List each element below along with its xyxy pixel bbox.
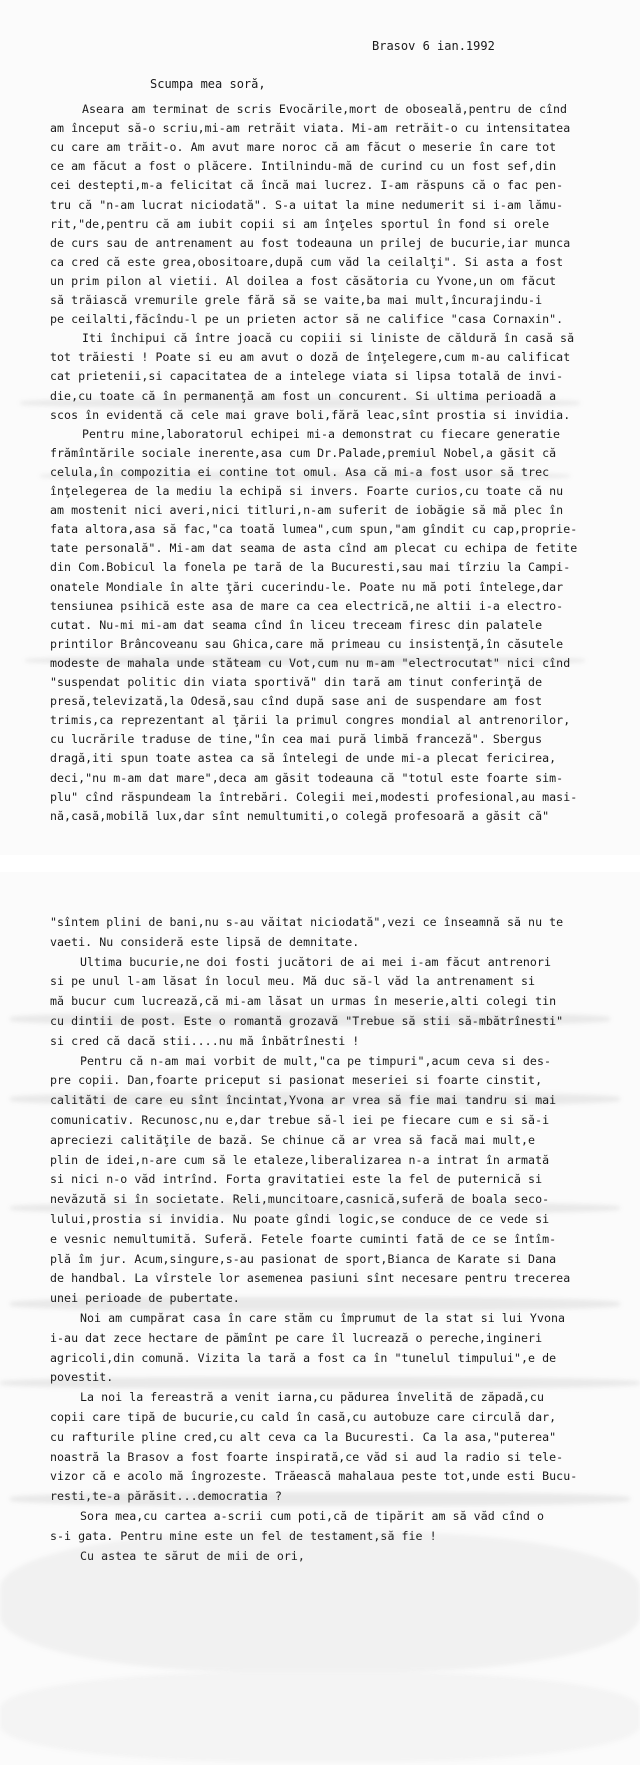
letter-line: unei perioade de pubertate. [50, 1291, 240, 1306]
letter-line: de curs sau de antrenament au fost todeauna un prilej de bucurie,iar munca [50, 235, 571, 250]
show-through-area [0, 1672, 640, 1762]
page-gap [0, 855, 640, 872]
letter-line: cei destepti,m-a felicitat că încă mai lucrez. I-am răspuns că o fac pen- [50, 178, 564, 193]
letter-line: cat prietenii,si capacitatea de a intelege viata si lipsa totală de invi- [50, 369, 564, 384]
letter-line: plă îm jur. Acum,singure,s-au pasionat de sport,Bianca de Karate si Dana [50, 1251, 557, 1266]
ink-smudge [10, 1092, 620, 1106]
letter-line: agricoli,din comună. Vizita la tară a fost ca în "tunelul timpului",e de [50, 1350, 557, 1365]
ink-smudge [0, 1377, 640, 1389]
letter-line: înţelegerea de la mediu la echipă si invers. Foarte curios,cu toate că nu [50, 484, 564, 498]
letter-date: Brasov 6 ian.1992 [372, 39, 495, 53]
letter-line: rit,"de,pentru că am iubit copii si am înţeles sportul în fond si orele [50, 216, 550, 231]
letter-line: s-i gata. Pentru mine este un fel de testament,să fie ! [50, 1528, 437, 1543]
letter-line: un prim pilon al vietii. Al doilea a fost căsătoria cu Yvone,un om făcut [50, 273, 557, 288]
letter-line: Noi am cumpărat casa în care stăm cu împrumut de la stat si lui Yvona [80, 1311, 566, 1325]
letter-line: presă,televizată,la Odesă,sau cînd după sase ani de suspendare am fost [50, 694, 543, 709]
letter-line: cutat. Nu-mi mi-am dat seama cînd în liceu treceam firesc din palatele [50, 617, 543, 632]
ink-smudge [10, 1012, 610, 1026]
letter-line: vizor că e acolo mă îngrozeste. Trăească mahalaua peste tot,unde esti Bucu- [50, 1469, 578, 1484]
letter-line: La noi la fereastră a venit iarna,cu pădurea învelită de zăpadă,cu [80, 1390, 544, 1405]
letter-line: deci,"nu m-am dat mare",deca am găsit todeauna că "totul este foarte sim- [50, 770, 564, 785]
letter-line: cu lucrările traduse de tine,"în cea mai pură limbă franceză". Sbergus [50, 732, 543, 747]
letter-salutation: Scumpa mea soră, [150, 77, 266, 91]
letter-line: ca cred că este grea,obositoare,după cum văd la ceilalţi". Si asta a fost [50, 254, 564, 269]
letter-page-1 [0, 0, 640, 855]
letter-line: Pentru mine,laboratorul echipei mi-a demonstrat cu fiecare generatie [82, 426, 561, 441]
letter-line: die,cu toate că în permanenţă am fost un concurent. Si ultima perioadă a [50, 388, 557, 403]
letter-line: Sora mea,cu cartea a-scrii cum poti,că de tipărit am să văd cînd o [80, 1509, 544, 1523]
letter-line: "suspendat politic din viata sportivă" din tară am tinut conferinţă de [50, 675, 543, 689]
letter-line: pe ceilalti,făcîndu-l pe un prieten actor să ne califice "casa Cornaxin". [50, 312, 564, 327]
letter-line: apreciezi calităţile de bază. Se chinue că ar vrea să facă mai mult,e [50, 1132, 536, 1147]
letter-line: tate personală". Mi-am dat seama de asta cînd am plecat cu echipa de fetite [50, 541, 578, 556]
letter-line: tru că "n-am lucrat niciodată". S-a uitat la mine nedumerit si i-am lămu- [50, 197, 564, 212]
letter-line: nevăzută si în societate. Reli,muncitoare,casnică,suferă de boala seco- [50, 1192, 550, 1207]
letter-line: trimis,ca reprezentant al ţării la primul congres mondial al antrenorilor, [50, 713, 571, 728]
letter-line: e vesnic nemultumită. Suferă. Fetele foarte cuminti fată de ce se întîm- [50, 1231, 557, 1246]
letter-line: cu care am trăit-o. Am avut mare noroc că am făcut o meserie în care tot [50, 140, 557, 155]
letter-line: vaeti. Nu consideră este lipsă de demnitate. [50, 934, 360, 949]
letter-line: i-au dat zece hectare de pămînt pe care îl lucrează o pereche,ingineri [50, 1330, 543, 1345]
letter-line: comunicativ. Recunosc,nu e,dar trebue să-l iei pe fiecare cum e si să-i [50, 1113, 550, 1127]
ink-smudge [10, 1492, 630, 1506]
letter-line: de handbal. La vîrstele lor asemenea pasiuni sînt necesare pentru trecerea [50, 1271, 571, 1286]
letter-line: Cu astea te sărut de mii de ori, [80, 1548, 305, 1563]
letter-line: printilor Brâncoveanu sau Ghica,care mă primeau cu insistenţă,în căsutele [50, 636, 564, 651]
letter-line: plu" cînd răspundeam la întrebări. Colegii mei,modesti profesional,au masi- [50, 789, 578, 804]
letter-line: din Com.Bobicul la fonela pe tară de la Bucuresti,sau mai tîrziu la Campi- [50, 560, 571, 575]
letter-line: calităti de care eu sînt încintat,Yvona ar vrea să fie mai tandru si mai [50, 1093, 557, 1108]
letter-line: plin de idei,n-are cum să le etaleze,liberalizarea n-a intrat în armată [50, 1152, 550, 1167]
letter-page-2 [0, 872, 640, 1765]
letter-line: "sîntem plini de bani,nu s-au văitat niciodată",vezi ce înseamnă să nu te [50, 915, 564, 929]
letter-line: si cred că dacă stii....nu mă înbătrînesti ! [50, 1033, 360, 1048]
ink-smudge [10, 1202, 620, 1214]
letter-line: tot trăiesti ! Poate si eu am avut o doză de înţelegere,cum m-au calificat [50, 350, 571, 365]
letter-line: pre copii. Dan,foarte priceput si pasionat meseriei si foarte cinstit, [50, 1073, 543, 1088]
letter-line: tensiunea psihică este asa de mare ca cea electrică,ne altii i-a electro- [50, 598, 564, 613]
letter-line: si pe unul l-am lăsat în locul meu. Mă duc să-l văd la antrenament si [50, 974, 536, 989]
letter-line: resti,te-a părăsit...democratia ? [50, 1489, 282, 1504]
letter-line: modeste de mahala unde stăteam cu Vot,cum nu m-am "electrocutat" nici cînd [50, 655, 571, 670]
letter-line: lului,prostia si invidia. Nu poate gîndi logic,se conduce de ce vede si [50, 1212, 550, 1226]
ink-smudge [20, 398, 580, 408]
ink-smudge [10, 1297, 620, 1311]
letter-line: frămîntările sociale inerente,asa cum Dr.Palade,premiul Nobel,a găsit că [50, 445, 557, 460]
letter-line: fata altora,asa să fac,"ca toată lumea",cum spun,"am gîndit cu cap,proprie- [50, 522, 578, 537]
ink-smudge [40, 472, 570, 480]
show-through-area [0, 1532, 640, 1672]
letter-line: Aseara am terminat de scris Evocările,mort de oboseală,pentru de cînd [82, 102, 568, 116]
letter-line: Pentru că n-am mai vorbit de mult,"ca pe timpuri",acum ceva si des- [80, 1053, 552, 1068]
letter-line: cu dintii de post. Este o romantă grozavă "Trebue să stii să-mbătrînesti" [50, 1014, 564, 1028]
letter-line: mă bucur cum lucrează,că mi-am lăsat un urmas în meserie,alti colegi tin [50, 994, 557, 1009]
letter-line: celula,în compozitia ei contine tot omul. Asa că mi-a fost usor să trec [50, 464, 550, 479]
letter-line: si nici n-o văd intrînd. Forta gravitatiei este la fel de puternică si [50, 1172, 543, 1187]
ink-smudge [25, 656, 585, 665]
letter-line: dragă,iti spun toate astea ca să întelegi de unde mi-a plecat fericirea, [50, 751, 557, 766]
letter-line: scos în evidentă că cele mai grave boli,fără leac,sînt prostia si invidia. [50, 407, 571, 422]
letter-line: cu rafturile pline cred,cu alt ceva ca la Bucuresti. Ca la asa,"puterea" [50, 1429, 557, 1444]
letter-line: Iti închipui că între joacă cu copiii si liniste de căldură în casă să [82, 331, 575, 346]
letter-line: povestit. [50, 1370, 114, 1385]
letter-line: nă,casă,mobilă lux,dar sînt nemultumiti,o colegă profesoară a găsit că" [50, 808, 550, 823]
letter-line: Ultima bucurie,ne doi fosti jucători de ai mei i-am făcut antrenori [80, 954, 552, 969]
letter-line: să trăiască vremurile grele fără să se vaite,ba mai mult,încurajindu-i [50, 293, 543, 307]
letter-line: onatele Mondiale în alte ţări cucerindu-le. Poate nu mă poti întelege,dar [50, 579, 564, 594]
letter-line: ce am făcut a fost o plăcere. Intilnindu-mă de curind cu un fost sef,din [50, 159, 557, 174]
letter-line: copii care tipă de bucurie,cu cald în casă,cu autobuze care circulă dar, [50, 1410, 557, 1424]
letter-line: am mostenit nici averi,nici titluri,n-am suferit de iobăgie să mă plec în [50, 503, 564, 518]
letter-line: am început să-o scriu,mi-am retrăit viata. Mi-am retrăit-o cu intensitatea [50, 121, 571, 136]
letter-line: noastră la Brasov a fost foarte inspirată,ce văd si aud la radio si tele- [50, 1449, 564, 1464]
